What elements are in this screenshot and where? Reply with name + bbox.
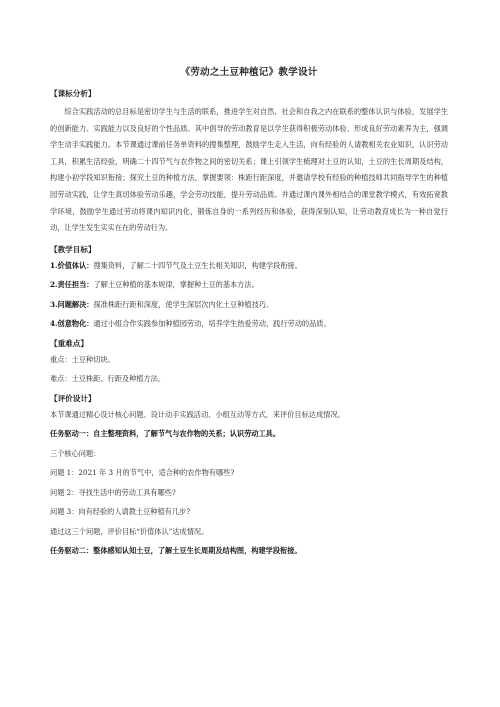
teaching-goal-1	[50, 260, 448, 272]
evaluation-intro: 本节课通过精心设计核心问题、设计动手实践活动、小组互动等方式，来评价目标达成情况。	[50, 409, 345, 419]
teaching-goal-2-label: 2.责任担当：	[50, 280, 94, 290]
core-question-3: 问题 3：向有经验的人请教土豆种植有几步?	[50, 507, 191, 517]
section-heading-curriculum-analysis: 【课标分析】	[50, 89, 96, 98]
task-driver-2: 任务驱动二：整体感知认知土豆，了解土豆生长周期及结构图，构建学段衔接。	[50, 546, 302, 556]
document-content	[50, 66, 448, 565]
core-question-2: 问题 2：寻找生活中的劳动工具有哪些?	[50, 487, 176, 497]
teaching-goal-3	[50, 299, 448, 311]
core-question-1: 问题 1：2021 年 3 月的节气中，适合种的农作物有哪些?	[50, 468, 235, 478]
key-point-text: 重点：土豆种切块。	[50, 354, 115, 364]
teaching-goal-4-text: 通过小组合作实践参加种植园劳动，培养学生热爱劳动，践行劳动的品质。	[93, 319, 331, 329]
section-heading-evaluation-design: 【评价设计】	[50, 393, 96, 403]
document-title: 《劳动之土豆种植记》教学设计	[180, 67, 318, 78]
teaching-goal-3-label: 3.问题解决：	[50, 299, 94, 309]
teaching-goal-1-text: 搜集资料，了解二十四节气及土豆生长相关知识，构建学段衔接。	[93, 260, 302, 270]
curriculum-analysis-paragraph: 综合实践活动的总目标是密切学生与生活的联系，推进学生对自然、社会和自我之内在联系的整体认识与体验，发展学生的创新能力、实践能力以及良好的个性品质。其中倡导的劳动教育是以学生获得积极劳动体验、形成良好劳动素养为主，强调学生动手实践能力。本节课通过课前任务单资料的搜集整理，鼓励学生走入生活，向有经验的人请教相关农业知识，认识劳动工具，积累生活经验，明确二十四节气与农作物之间的密切关系；课上引领学生梳理对土豆的认知，土豆的生长周期及结构，构建小初学段知识衔接；探究土豆的种植方法，掌握要领：株距行距深度，并邀请学校有经验的种植技师共同指导学生的种植园劳动实践，让学生真切体验劳动乐趣，学会劳动技能，提升劳动品质。并通过课内课外相结合的课堂教学模式，有效拓宽教学环境，鼓励学生通过劳动将课内知识内化，锻炼自身的一系列经历和体验，获得深刻认知，让劳动教育成长为一种自觉行动，让学生发生实实在在的劳动行为。	[50, 107, 448, 233]
teaching-goal-4-label: 4.创意物化：	[50, 319, 94, 329]
teaching-goal-1-label: 1.价值体认：	[50, 260, 94, 270]
section-heading-key-points: 【重难点】	[50, 338, 88, 348]
teaching-goal-4	[50, 318, 448, 330]
difficult-point-text: 难点：土豆株距、行距及种植方法。	[50, 374, 166, 384]
teaching-goal-3-text: 探准株距行距和深度，使学生深层次内化土豆种植技巧。	[93, 299, 274, 309]
core-questions-intro: 三个核心问题：	[50, 448, 101, 458]
evaluation-summary: 通过这三个问题，评价目标“价值体认”达成情况。	[50, 526, 209, 536]
teaching-goal-2	[50, 279, 448, 291]
section-heading-teaching-goals: 【教学目标】	[50, 244, 96, 254]
task-driver-1: 任务驱动一：自主整理资料，了解节气与农作物的关系；认识劳动工具。	[50, 429, 281, 439]
teaching-goal-2-text: 了解土豆种植的基本规律，掌握种土豆的基本方法。	[93, 280, 259, 290]
